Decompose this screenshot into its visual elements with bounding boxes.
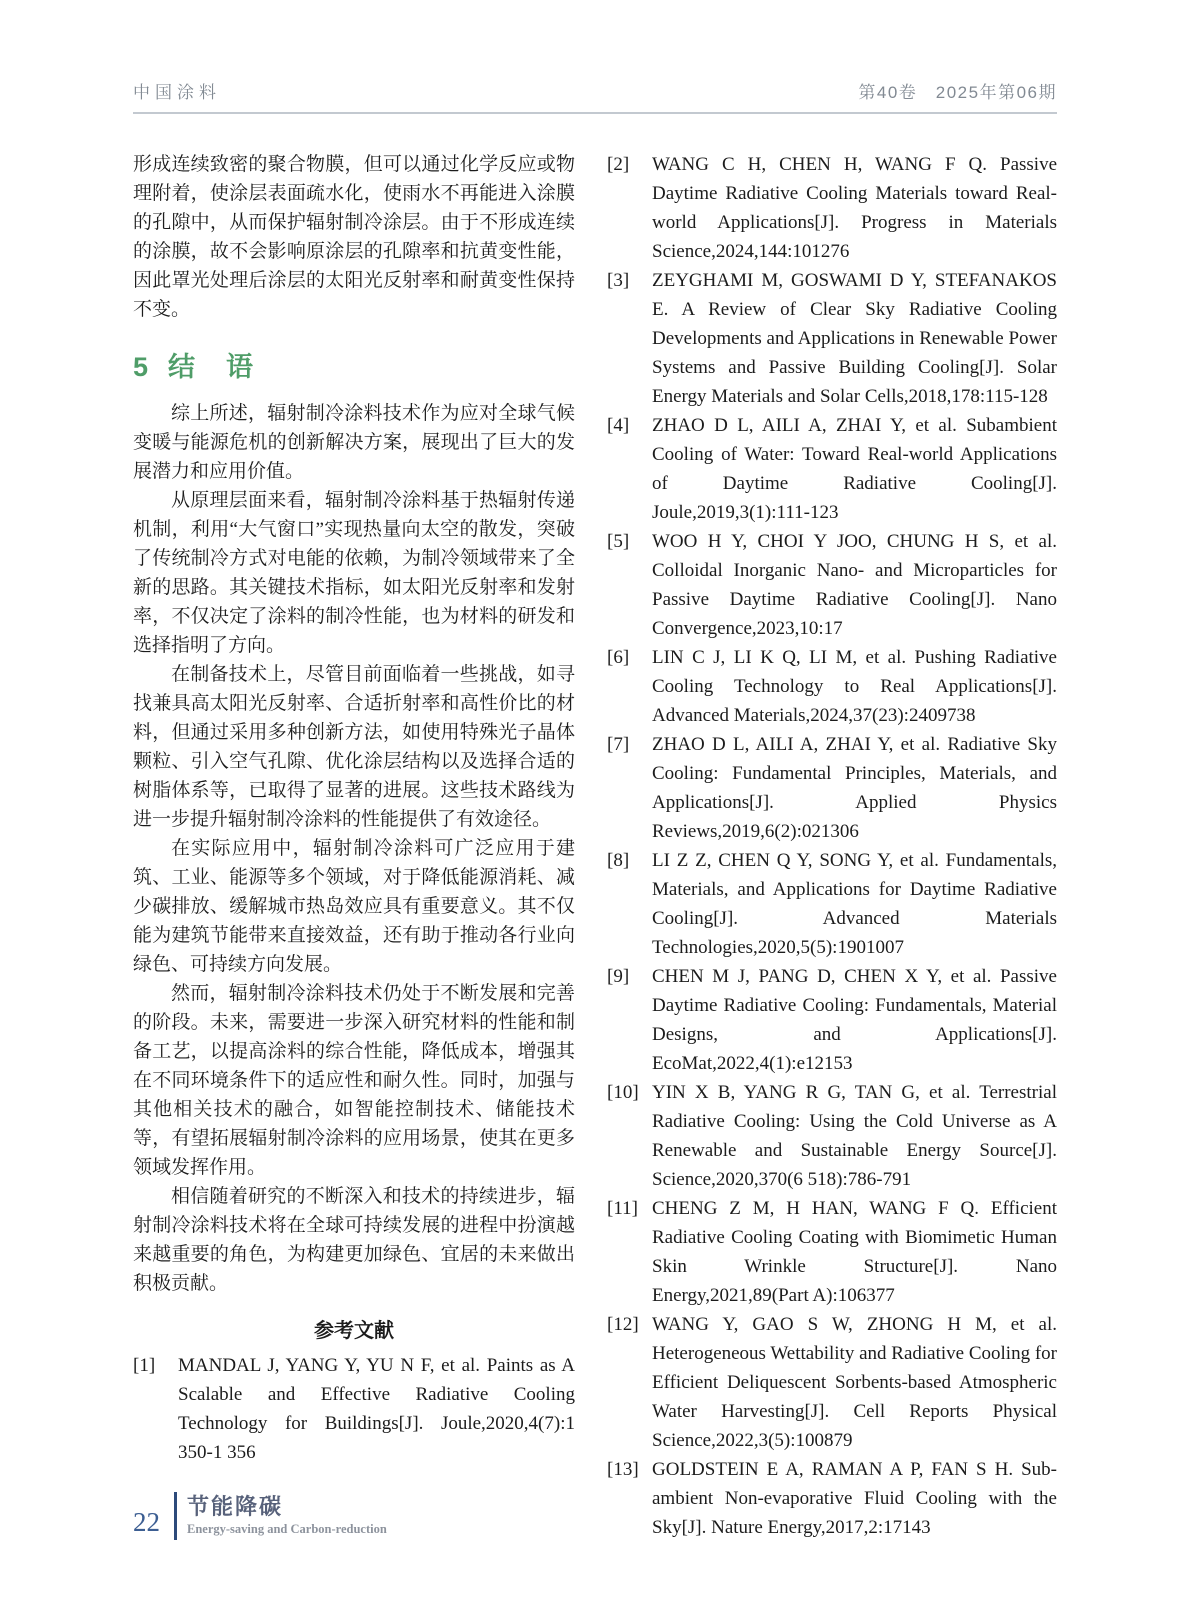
- body-paragraph: 在实际应用中，辐射制冷涂料可广泛应用于建筑、工业、能源等多个领域，对于降低能源消耗、减少碳排放、缓解城市热岛效应具有重要意义。其不仅能为建筑节能带来直接效益，还有助于推动各行业向绿色、可持续方向发展。: [133, 838, 575, 975]
- reference-item: [607, 527, 1057, 643]
- reference-label: [5]: [607, 531, 630, 552]
- section-heading: [133, 345, 575, 384]
- reference-item: [607, 1194, 1057, 1310]
- reference-text: WOO H Y, CHOI Y JOO, CHUNG H S, et al. Colloidal Inorganic Nano- and Microparticles for Passive Daytime Radiative Cooling[J]. Nano Convergence,2023,10:17: [652, 531, 1057, 639]
- references-title: 参考文献: [314, 1320, 394, 1342]
- reference-text: LIN C J, LI K Q, LI M, et al. Pushing Radiative Cooling Technology to Real Applications[J]. Advanced Materials,2024,37(23):2409738: [652, 647, 1057, 726]
- reference-item: [607, 150, 1057, 266]
- page-footer: [133, 1492, 387, 1540]
- reference-label: [8]: [607, 850, 630, 871]
- footer-divider: [174, 1492, 177, 1540]
- two-column-layout: [133, 150, 1057, 1542]
- reference-text: ZEYGHAMI M, GOSWAMI D Y, STEFANAKOS E. A Review of Clear Sky Radiative Cooling Developments and Applications in Renewable Power Systems and Passive Building Cooling[J]. Solar Energy Materials and Solar Cells,2018,178:115-128: [652, 270, 1057, 407]
- reference-label: [10]: [607, 1082, 639, 1103]
- left-column: [133, 150, 575, 1542]
- section-number: 5: [133, 352, 151, 382]
- body-paragraph: 相信随着研究的不断深入和技术的持续进步，辐射制冷涂料技术将在全球可持续发展的进程中扮演越来越重要的角色，为构建更加绿色、宜居的未来做出积极贡献。: [133, 1186, 575, 1294]
- body-paragraph: 在制备技术上，尽管目前面临着一些挑战，如寻找兼具高太阳光反射率、合适折射率和高性价比的材料，但通过采用多种创新方法，如使用特殊光子晶体颗粒、引入空气孔隙、优化涂层结构以及选择合适的树脂体系等，已取得了显著的进展。这些技术路线为进一步提升辐射制冷涂料的性能提供了有效途径。: [133, 664, 575, 830]
- reference-text: CHENG Z M, H HAN, WANG F Q. Efficient Radiative Cooling Coating with Biomimetic Human Skin Wrinkle Structure[J]. Nano Energy,2021,89(Part A):106377: [652, 1198, 1057, 1306]
- reference-item: [607, 962, 1057, 1078]
- reference-label: [4]: [607, 415, 630, 436]
- reference-label: [7]: [607, 734, 630, 755]
- issue-info: 第40卷 2025年第06期: [858, 83, 1057, 102]
- reference-item: [133, 1351, 575, 1467]
- reference-item: [607, 643, 1057, 730]
- reference-label: [2]: [607, 154, 630, 175]
- reference-label: [12]: [607, 1314, 639, 1335]
- footer-section-subtitle: Energy-saving and Carbon-reduction: [187, 1522, 387, 1536]
- right-column: [607, 150, 1057, 1542]
- reference-item: [607, 1078, 1057, 1194]
- reference-label: [11]: [607, 1198, 638, 1219]
- reference-label: [9]: [607, 966, 630, 987]
- reference-label: [13]: [607, 1459, 639, 1480]
- reference-item: [607, 1455, 1057, 1542]
- reference-text: WANG Y, GAO S W, ZHONG H M, et al. Heterogeneous Wettability and Radiative Cooling for Efficient Deliquescent Sorbents-based Atmospheric Water Harvesting[J]. Cell Reports Physical Science,2022,3(5):100879: [652, 1314, 1057, 1451]
- footer-section-title: 节能降碳: [187, 1494, 284, 1519]
- reference-text: GOLDSTEIN E A, RAMAN A P, FAN S H. Sub-ambient Non-evaporative Fluid Cooling with the Sky[J]. Nature Energy,2017,2:17143: [652, 1459, 1057, 1538]
- reference-item: [607, 846, 1057, 962]
- reference-text: LI Z Z, CHEN Q Y, SONG Y, et al. Fundamentals, Materials, and Applications for Daytime Radiative Cooling[J]. Advanced Materials Technologies,2020,5(5):1901007: [652, 850, 1057, 958]
- body-paragraph: 形成连续致密的聚合物膜，但可以通过化学反应或物理附着，使涂层表面疏水化，使雨水不再能进入涂膜的孔隙中，从而保护辐射制冷涂层。由于不形成连续的涂膜，故不会影响原涂层的孔隙率和抗黄变性能，因此罩光处理后涂层的太阳光反射率和耐黄变性保持不变。: [133, 154, 575, 320]
- body-paragraph: 然而，辐射制冷涂料技术仍处于不断发展和完善的阶段。未来，需要进一步深入研究材料的性能和制备工艺，以提高涂料的综合性能，降低成本，增强其在不同环境条件下的适应性和耐久性。同时，加强与其他相关技术的融合，如智能控制技术、储能技术等，有望拓展辐射制冷涂料的应用场景，使其在更多领域发挥作用。: [133, 983, 575, 1178]
- section-title: 结 语: [168, 352, 256, 382]
- reference-label: [6]: [607, 647, 630, 668]
- page-number: 22: [133, 1507, 160, 1537]
- reference-text: ZHAO D L, AILI A, ZHAI Y, et al. Radiative Sky Cooling: Fundamental Principles, Materials, and Applications[J]. Applied Physics Reviews,2019,6(2):021306: [652, 734, 1057, 842]
- body-paragraph: 综上所述，辐射制冷涂料技术作为应对全球气候变暖与能源危机的创新解决方案，展现出了巨大的发展潜力和应用价值。: [133, 403, 575, 482]
- reference-label: [1]: [133, 1355, 156, 1376]
- reference-item: [607, 266, 1057, 411]
- body-paragraph: 从原理层面来看，辐射制冷涂料基于热辐射传递机制，利用“大气窗口”实现热量向太空的散发，突破了传统制冷方式对电能的依赖，为制冷领域带来了全新的思路。其关键技术指标，如太阳光反射率和发射率，不仅决定了涂料的制冷性能，也为材料的研发和选择指明了方向。: [133, 490, 575, 656]
- reference-label: [3]: [607, 270, 630, 291]
- reference-text: YIN X B, YANG R G, TAN G, et al. Terrestrial Radiative Cooling: Using the Cold Universe as A Renewable and Sustainable Energy Source[J]. Science,2020,370(6 518):786-791: [652, 1082, 1057, 1190]
- reference-text: MANDAL J, YANG Y, YU N F, et al. Paints as A Scalable and Effective Radiative Cooling Technology for Buildings[J]. Joule,2020,4(7):1 350-1 356: [178, 1355, 575, 1463]
- reference-text: WANG C H, CHEN H, WANG F Q. Passive Daytime Radiative Cooling Materials toward Real-world Applications[J]. Progress in Materials Science,2024,144:101276: [652, 154, 1057, 262]
- reference-item: [607, 730, 1057, 846]
- reference-item: [607, 1310, 1057, 1455]
- reference-item: [607, 411, 1057, 527]
- reference-text: ZHAO D L, AILI A, ZHAI Y, et al. Subambient Cooling of Water: Toward Real-world Applications of Daytime Radiative Cooling[J]. Joule,2019,3(1):111-123: [652, 415, 1057, 523]
- page-header: [133, 78, 1057, 114]
- reference-text: CHEN M J, PANG D, CHEN X Y, et al. Passive Daytime Radiative Cooling: Fundamentals, Material Designs, and Applications[J]. EcoMat,2022,4(1):e12153: [652, 966, 1057, 1074]
- journal-name: 中国涂料: [133, 83, 221, 102]
